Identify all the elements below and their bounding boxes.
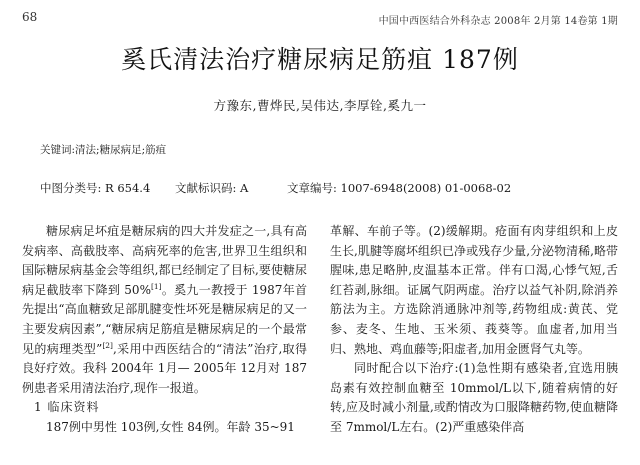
- keywords: 关键词:清法;糖尿病足;筋疽: [40, 144, 167, 156]
- article-metadata: [40, 180, 620, 196]
- clc-number: 中图分类号: R 654.4: [40, 181, 151, 195]
- article-title: 奚氏清法治疗糖尿病足筋疽 187例: [121, 45, 519, 74]
- author-list: 方豫东,曹烨民,吴伟达,李厚铨,奚九一: [213, 98, 427, 113]
- body-column-left: [22, 222, 307, 438]
- page-number: 68: [22, 10, 38, 24]
- section-heading-clinical-data: 1 临床资料: [34, 400, 100, 415]
- treatment-paragraph: 革解、车前子等。(2)缓解期。疮面有肉芽组织和上皮生长,肌腱等腐坏组织已净或残存少量,分泌物清稀,略带腥味,患足略肿,皮温基本正常。伴有口渴,心悸气短,舌红苔剥,脉细。证属气阴两虚。治疗以益气补阴,除消养筋法为主。方选除消通脉冲剂等,药物组成:黄芪、党参、麦冬、生地、玉米须、莪葵等。血虚者,加用当归、熟地、鸡血藤等;阳虚者,加用金匮肾气丸等。: [330, 224, 618, 356]
- article-number: 文章编号: 1007-6948(2008) 01-0068-02: [287, 181, 512, 195]
- combined-therapy-paragraph: 同时配合以下治疗:(1)急性期有感染者,宜选用胰岛素有效控制血糖至 10mmol/L以下,随着病情的好转,应及时减小剂量,或酌情改为口服降糖药物,使血糖降至 7mmol/L左右。(2)严重感染伴高: [330, 361, 618, 434]
- document-code: 文献标识码: A: [175, 181, 249, 195]
- body-column-right: [330, 222, 618, 438]
- intro-paragraph: [22, 222, 307, 398]
- intro-text-3: ,采用中西医结合的“清法”治疗,取得良好疗效。我科 2004年 1月— 2005年 12月对 187例患者采用清法治疗,现作一报道。: [22, 341, 307, 395]
- citation-1: [1]: [150, 281, 162, 291]
- citation-2: [2]: [102, 340, 113, 350]
- clinical-data-paragraph: 187例中男性 103例,女性 84例。年龄 35~91: [46, 419, 295, 434]
- intro-text-2: 。奚九一教授于 1987年首先提出“高血糖致足部肌腱变性坏死是糖尿病足的又一主要发病因素”,“糖尿病足筋疽是糖尿病足的一个最常见的病理类型”: [22, 282, 307, 356]
- intro-text-1: 糖尿病足坏疽是糖尿病的四大并发症之一,具有高发病率、高截肢率、高病死率的危害,世界卫生组织和国际糖尿病基金会等组织,都已经制定了目标,要使糖尿病足截肢率下降到 50%: [22, 224, 307, 297]
- journal-header: 中国中西医结合外科杂志 2008年 2月第 14卷第 1期: [378, 16, 618, 27]
